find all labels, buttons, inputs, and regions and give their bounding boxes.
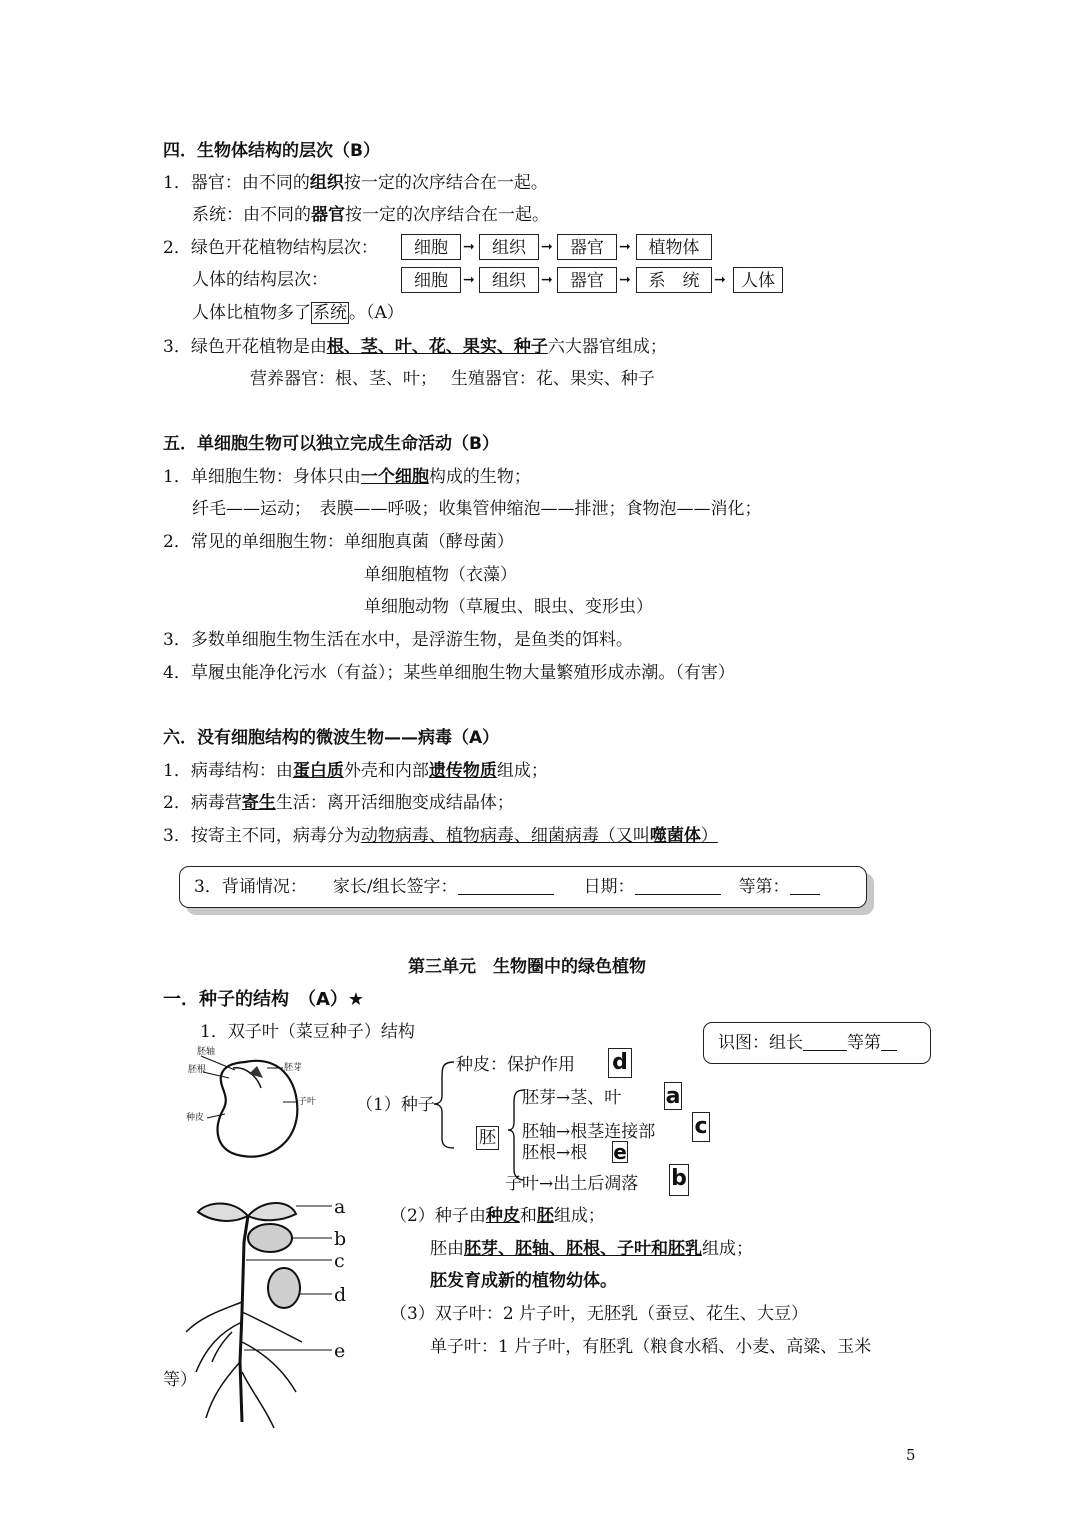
arrow-icon: ➞ xyxy=(619,272,631,288)
identify-grade-blank[interactable] xyxy=(881,1034,897,1051)
answer-letter-hypocotyl: c xyxy=(692,1112,710,1142)
fig2-label-c: c xyxy=(334,1250,345,1272)
s4-line6: 3．绿色开花植物是由根、茎、叶、花、果实、种子六大器官组成； xyxy=(163,337,667,357)
arrow-icon: ➞ xyxy=(463,272,475,288)
s5-line6: 3．多数单细胞生物生活在水中，是浮游生物，是鱼类的饵料。 xyxy=(163,630,633,650)
seed-p2: （2）种子由种皮和胚组成； xyxy=(390,1206,605,1226)
s4-human-label: 人体的结构层次： xyxy=(192,270,328,290)
s4-line5: 人体比植物多了 系统 。（A） xyxy=(192,303,404,323)
s5-line7: 4．草履虫能净化污水（有益）；某些单细胞生物大量繁殖形成赤潮。（有害） xyxy=(163,663,735,683)
page-number: 5 xyxy=(906,1446,916,1464)
recite-box xyxy=(179,866,867,908)
human-level-organ: 器官 xyxy=(557,267,617,293)
recite-line: 3．背诵情况： 家长/组长签字： 日期： 等第： xyxy=(194,876,820,898)
date-blank[interactable] xyxy=(635,878,721,895)
plant-level-tissue: 组织 xyxy=(479,234,539,260)
human-level-system: 系 统 xyxy=(636,267,712,293)
s4-line2: 系统：由不同的器官按一定的次序结合在一起。 xyxy=(192,205,549,225)
human-level-cell: 细胞 xyxy=(401,267,461,293)
arrow-icon: ➞ xyxy=(541,272,553,288)
fig1-label-seed-coat: 种皮 xyxy=(186,1113,205,1123)
arrow-icon: ➞ xyxy=(714,272,726,288)
arrow-icon: ➞ xyxy=(541,239,553,255)
answer-letter-plumule: a xyxy=(665,1084,681,1109)
plumule-text: 胚芽→茎、叶 xyxy=(522,1088,622,1108)
fig1-label-cotyledon: 子叶 xyxy=(298,1097,317,1107)
arrow-icon: ➞ xyxy=(619,239,631,255)
seed-p4: 胚发育成新的植物幼体。 xyxy=(430,1271,617,1291)
s5-line1: 1．单细胞生物：身体只由一个细胞构成的生物； xyxy=(163,467,531,487)
seed-p7: 等） xyxy=(163,1370,197,1390)
fig2-label-d: d xyxy=(334,1284,347,1306)
plant-level-cell: 细胞 xyxy=(401,234,461,260)
seed-title: 一．种子的结构 （A）★ xyxy=(163,989,365,1010)
fig2-label-e: e xyxy=(334,1340,346,1362)
answer-letter-seed-coat: d xyxy=(608,1048,632,1078)
plant-level-organ: 器官 xyxy=(557,234,617,260)
s5-line5: 单细胞动物（草履虫、眼虫、变形虫） xyxy=(364,597,653,617)
hypocotyl-text: 胚轴→根茎连接部 xyxy=(522,1122,656,1142)
s4-plant-label: 2．绿色开花植物结构层次： xyxy=(163,238,378,258)
s6-line3: 3．按寄主不同，病毒分为动物病毒、植物病毒、细菌病毒（又叫噬菌体） xyxy=(163,826,718,846)
s5-line4: 单细胞植物（衣藻） xyxy=(364,565,517,585)
fig2-label-a: a xyxy=(334,1196,346,1218)
s4-line1: 1．器官：由不同的组织按一定的次序结合在一起。 xyxy=(163,173,548,193)
plant-level-body: 植物体 xyxy=(636,234,712,260)
grade-blank[interactable] xyxy=(790,878,820,895)
s5-line3: 2．常见的单细胞生物：单细胞真菌（酵母菌） xyxy=(163,532,514,552)
seed-coat-text: 种皮：保护作用 xyxy=(456,1055,575,1075)
seed-p5: （3）双子叶：2 片子叶，无胚乳（蚕豆、花生、大豆） xyxy=(390,1304,809,1324)
seed-p6: 单子叶：1 片子叶，有胚乳（粮食水稻、小麦、高粱、玉米 xyxy=(430,1337,872,1357)
identify-box: 识图：组长 等第 xyxy=(703,1022,931,1064)
human-level-tissue: 组织 xyxy=(479,267,539,293)
seed-subtitle: 1．双子叶（菜豆种子）结构 xyxy=(200,1022,415,1042)
arrow-icon: ➞ xyxy=(463,239,475,255)
answer-letter-cotyledon: b xyxy=(669,1164,689,1196)
fig1-label-plumule: 胚芽 xyxy=(284,1063,303,1073)
seed-p3: 胚由胚芽、胚轴、胚根、子叶和胚乳组成； xyxy=(430,1239,753,1259)
seed-branch-root: （1）种子 xyxy=(356,1095,435,1115)
s6-title: 六．没有细胞结构的微波生物——病毒（A） xyxy=(163,728,500,748)
s6-line1: 1．病毒结构：由蛋白质外壳和内部遗传物质组成； xyxy=(163,761,548,781)
cotyledon-text: 子叶→出土后凋落 xyxy=(505,1174,639,1194)
radicle-text: 胚根→根 xyxy=(522,1143,588,1163)
leader-blank[interactable] xyxy=(803,1034,847,1051)
s4-line7: 营养器官：根、茎、叶； 生殖器官：花、果实、种子 xyxy=(250,369,655,389)
bracket-figure xyxy=(432,1058,532,1188)
fig1-label-hypocotyl: 胚轴 xyxy=(197,1047,216,1057)
fig2-label-b: b xyxy=(334,1228,347,1250)
signature-blank[interactable] xyxy=(458,878,554,895)
s6-line2: 2．病毒营寄生生活：离开活细胞变成结晶体； xyxy=(163,793,514,813)
embryo-box: 胚 xyxy=(476,1126,499,1150)
s5-line2: 纤毛——运动； 表膜——呼吸；收集管伸缩泡——排泄；食物泡——消化； xyxy=(192,499,762,519)
unit-title: 第三单元 生物圈中的绿色植物 xyxy=(408,957,646,977)
human-level-body: 人体 xyxy=(733,267,783,293)
s5-title: 五．单细胞生物可以独立完成生命活动（B） xyxy=(163,434,499,454)
s4-title: 四．生物体结构的层次（B） xyxy=(163,141,380,161)
fig1-label-radicle: 胚根 xyxy=(188,1065,207,1075)
answer-letter-radicle: e xyxy=(613,1140,627,1164)
